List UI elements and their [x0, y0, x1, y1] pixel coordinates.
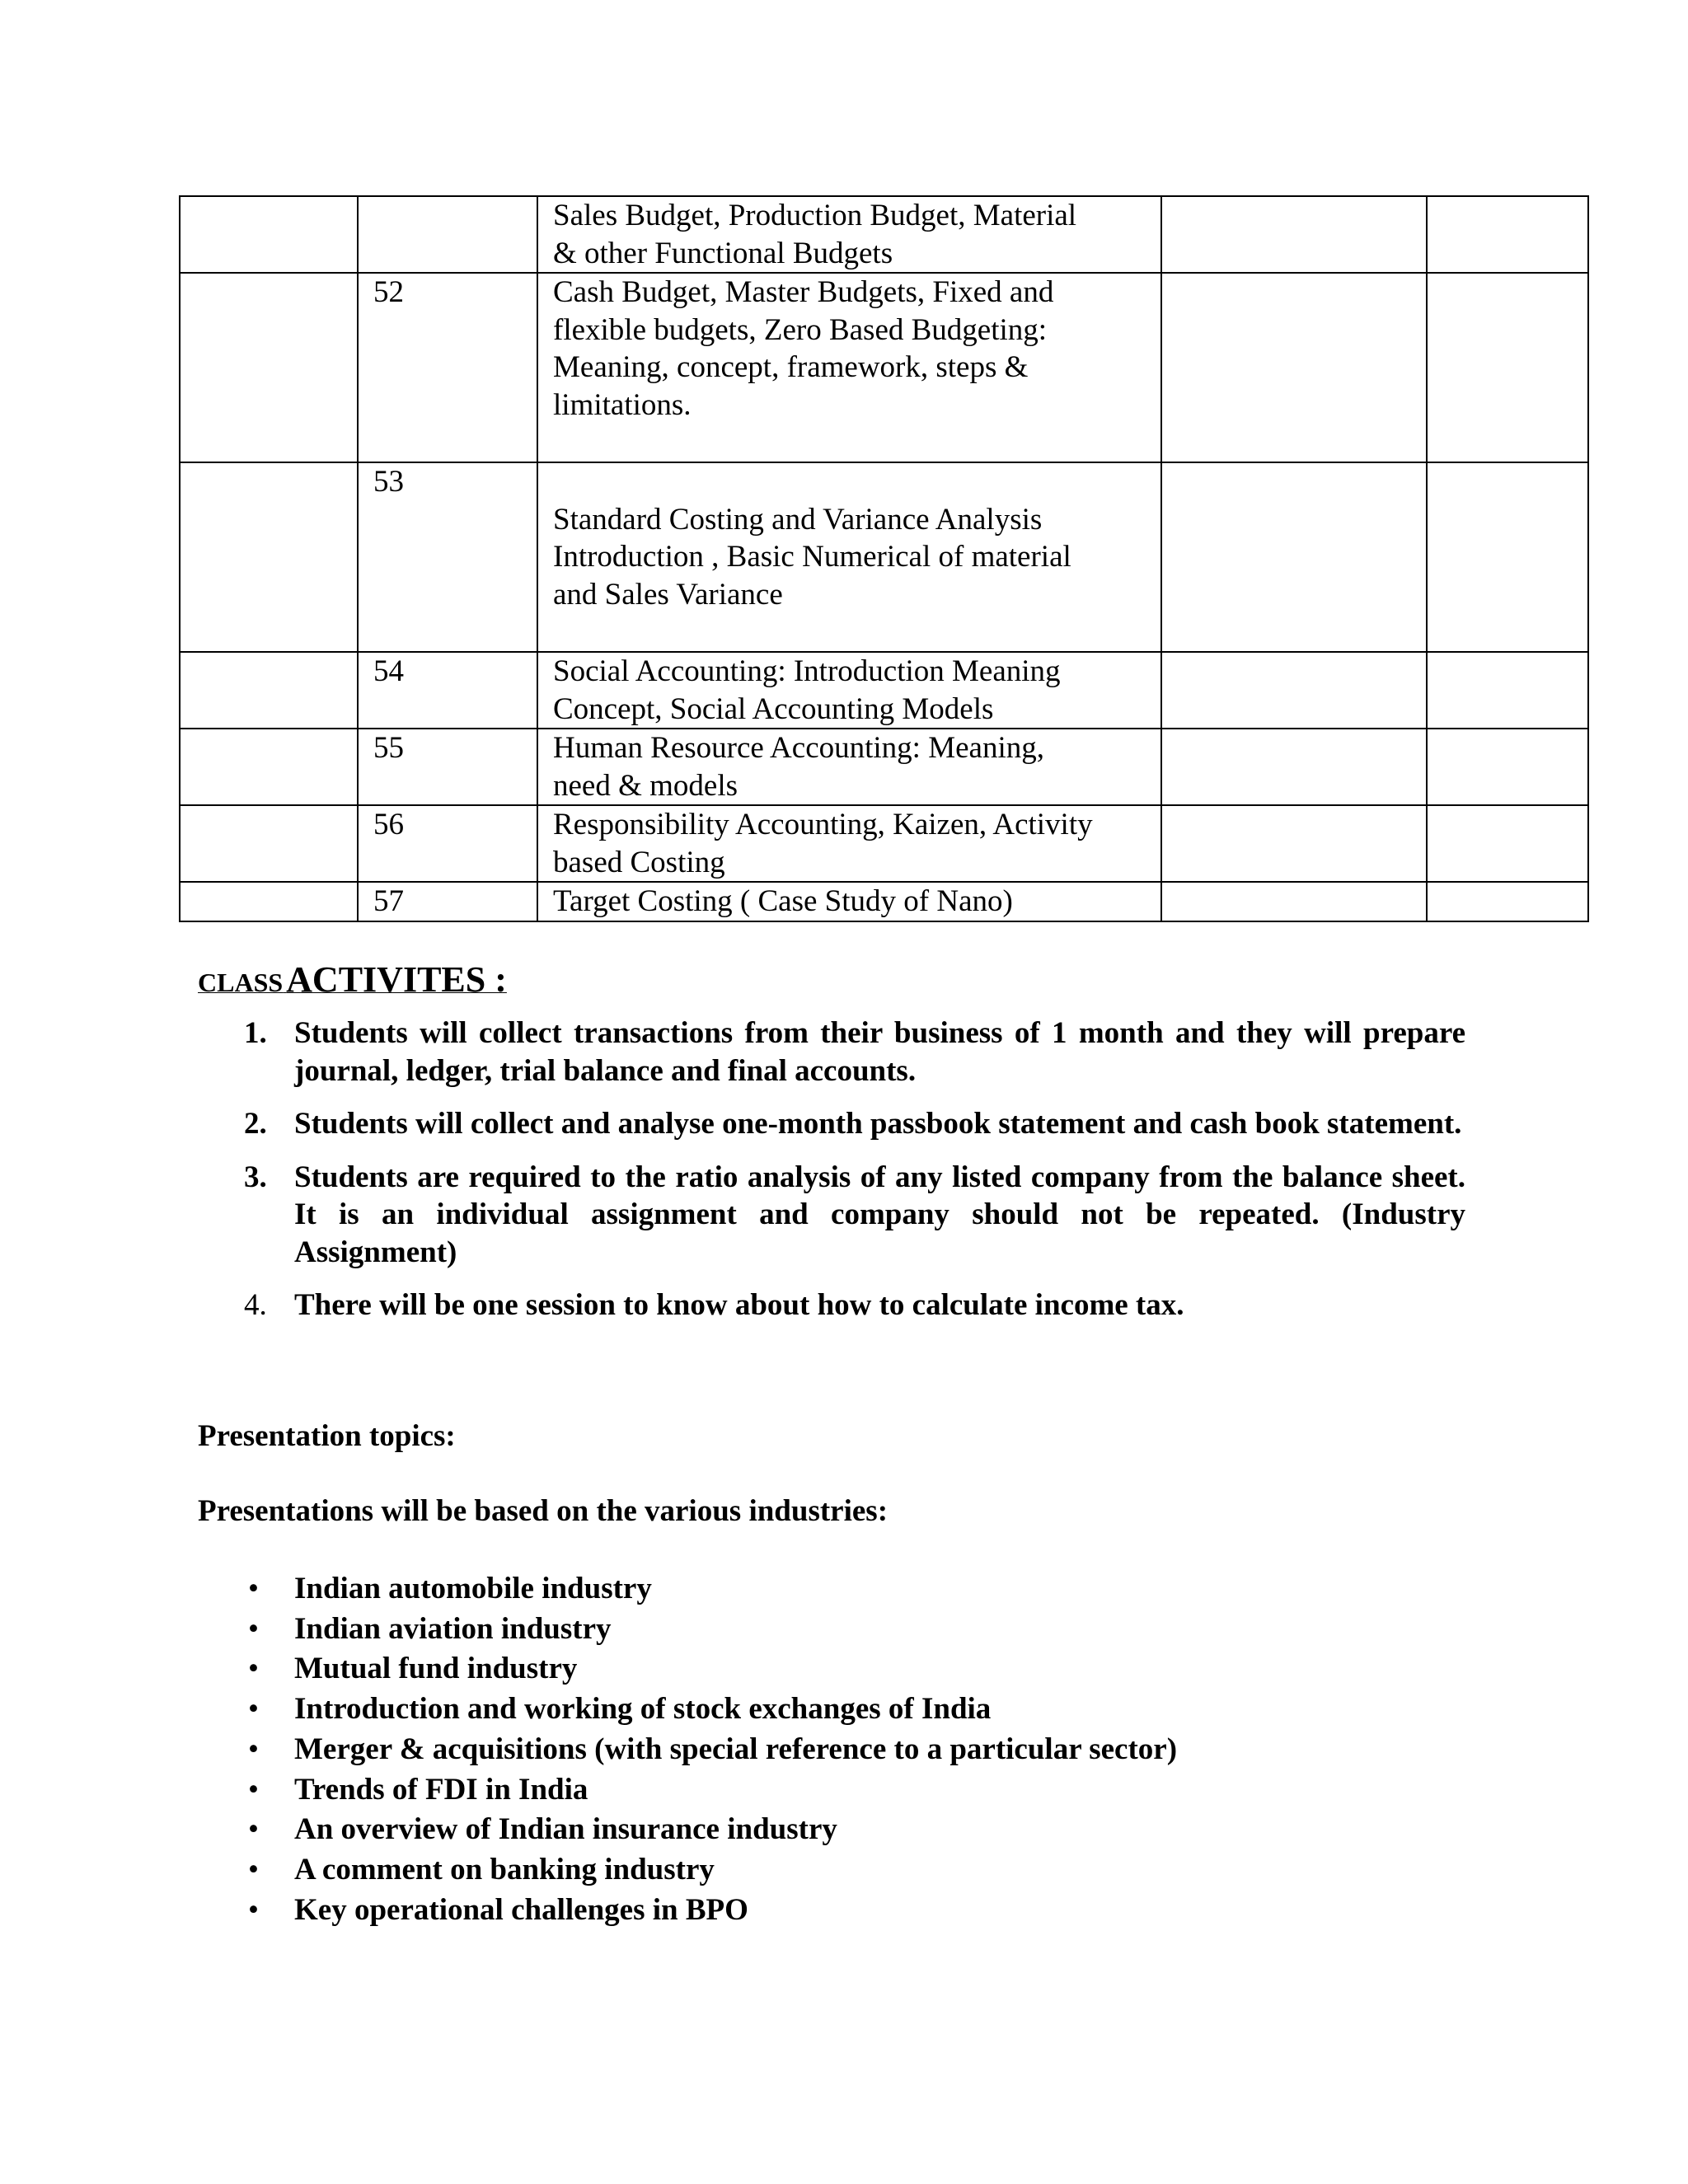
- table-row: [180, 729, 1588, 805]
- table-row: [180, 462, 1588, 652]
- item-text: Students are required to the ratio analysis of any listed company from the balance sheet. It is an individual assignment and company should not be repeated. (Industry Assignment): [294, 1160, 1465, 1269]
- item-number: 2.: [244, 1107, 267, 1141]
- list-item: • Trends of FDI in India: [294, 1770, 1177, 1811]
- list-item: [244, 1015, 1465, 1090]
- bullet-icon: •: [248, 1692, 259, 1727]
- topic-line: Introduction , Basic Numerical of material: [553, 540, 1071, 574]
- table-row: [180, 882, 1588, 921]
- topic-line: Concept, Social Accounting Models: [553, 691, 994, 726]
- list-item: [244, 1159, 1465, 1272]
- topic-cell: [537, 729, 1161, 805]
- list-item: • Merger & acquisitions (with special reference to a particular sector): [294, 1730, 1177, 1770]
- industries-list: [248, 1569, 1178, 1930]
- topic-line: Human Resource Accounting: Meaning,: [553, 731, 1044, 765]
- presentation-topics-heading: Presentation topics:: [198, 1419, 456, 1453]
- table-row: [180, 273, 1588, 462]
- table-row: [180, 652, 1588, 729]
- session-number: 56: [358, 805, 537, 882]
- item-number: 1.: [244, 1016, 267, 1050]
- topic-line: Meaning, concept, framework, steps &: [553, 350, 1029, 384]
- topic-line: Standard Costing and Variance Analysis: [553, 502, 1043, 537]
- bullet-icon: •: [248, 1611, 259, 1646]
- topic-line: Cash Budget, Master Budgets, Fixed and: [553, 275, 1054, 309]
- topic-cell: [537, 805, 1161, 882]
- session-number: 57: [358, 882, 537, 921]
- syllabus-table: [179, 195, 1589, 922]
- topic-cell: [537, 652, 1161, 729]
- bullet-icon: •: [248, 1652, 259, 1686]
- session-number: 52: [358, 273, 537, 462]
- bullet-icon: •: [248, 1772, 259, 1807]
- topic-line: limitations.: [553, 387, 692, 422]
- bullet-icon: •: [248, 1572, 259, 1605]
- topic-cell: [537, 273, 1161, 462]
- list-item: • Mutual fund industry: [294, 1649, 1177, 1690]
- list-item: • An overview of Indian insurance industry: [294, 1810, 1177, 1850]
- item-text: There will be one session to know about how to calculate income tax.: [294, 1288, 1184, 1322]
- list-item: • Indian aviation industry: [294, 1610, 1177, 1650]
- topic-line: Social Accounting: Introduction Meaning: [553, 654, 1061, 688]
- presentation-intro: Presentations will be based on the various industries:: [198, 1494, 889, 1528]
- topic-line: Sales Budget, Production Budget, Material: [553, 199, 1077, 232]
- topic-line: and Sales Variance: [553, 577, 783, 612]
- item-text: Students will collect and analyse one-month passbook statement and cash book statement.: [294, 1107, 1462, 1141]
- table-row: [180, 196, 1588, 273]
- bullet-icon: •: [248, 1732, 259, 1766]
- list-item: • A comment on banking industry: [294, 1850, 1177, 1891]
- list-item: • Indian automobile industry: [294, 1569, 1177, 1610]
- topic-cell: [537, 196, 1161, 273]
- topic-line: need & models: [553, 768, 738, 803]
- bullet-icon: •: [248, 1852, 259, 1886]
- topic-line: & other Functional Budgets: [553, 236, 893, 270]
- bullet-icon: •: [248, 1812, 259, 1847]
- topic-cell: [537, 882, 1161, 921]
- session-number: 54: [358, 652, 537, 729]
- bullet-icon: •: [248, 1892, 259, 1927]
- topic-line: based Costing: [553, 845, 725, 879]
- topic-line: Target Costing ( Case Study of Nano): [553, 884, 1013, 918]
- item-text: Students will collect transactions from their business of 1 month and they will prepare journal, ledger, trial balance and final accounts.: [294, 1016, 1465, 1088]
- list-item: • Introduction and working of stock exchanges of India: [294, 1690, 1177, 1730]
- list-item: [244, 1286, 1465, 1324]
- item-number: 4.: [244, 1288, 267, 1322]
- topic-line: Responsibility Accounting, Kaizen, Activity: [553, 808, 1093, 841]
- item-number: 3.: [244, 1160, 267, 1194]
- list-item: [244, 1105, 1465, 1143]
- topic-cell: [537, 462, 1161, 652]
- session-number: [358, 196, 537, 273]
- class-activities-heading: CLASS ACTIVITES :: [198, 959, 507, 1000]
- list-item: • Key operational challenges in BPO: [294, 1891, 1177, 1931]
- session-number: 55: [358, 729, 537, 805]
- topic-line: [553, 463, 1146, 501]
- table-row: [180, 805, 1588, 882]
- session-number: 53: [358, 462, 537, 652]
- activities-list: [244, 1015, 1465, 1340]
- topic-line: flexible budgets, Zero Based Budgeting:: [553, 312, 1048, 347]
